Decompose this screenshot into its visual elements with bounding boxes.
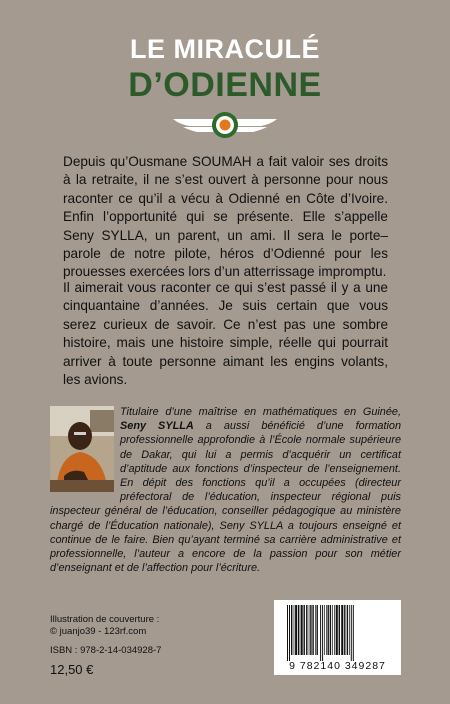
blurb-paragraph-2: Il aimerait vous raconter ce qui s’est passé il y a une cinquantaine d’années. Je suis certain que vous serez curieux de savoir. Ce n’est pas une sombre histoire, mais une histoire simple, réelle qui pourrait arriver à toute personne aimant les engins volants, les avions. <box>63 280 388 388</box>
author-name: Seny SYLLA <box>120 420 194 433</box>
winged-roundel-icon <box>169 110 281 140</box>
author-biography <box>50 405 401 575</box>
blurb-paragraph-1: Depuis qu’Ousmane SOUMAH a fait valoir ses droits à la retraite, il ne s’est ouvert à personne pour nous raconter ce qu’il a vécu à Odienné en Côte d’Ivoire. Enfin l’opportunité qui se présente. Elle s’appelle Seny SYLLA, un parent, un ami. Il sera le porte–parole de notre pilote, héros d’Odienné pour les prouesses exercées lors d’un atterrissage impromptu. <box>63 154 388 280</box>
barcode-panel <box>274 600 401 675</box>
illustration-label: Illustration de couverture : <box>50 614 160 625</box>
illustration-source: © juanjo39 - 123rf.com <box>50 626 147 637</box>
price: 12,50 € <box>50 662 94 677</box>
book-title-line2: D’ODIENNE <box>128 66 322 104</box>
bio-rest: a aussi bénéficié d’une formation professionnelle approfondie à l’École normale supérieure de Dakar, qui lui a permis d’acquérir un certificat d’aptitude aux fonctions d’inspecteur de l’enseignement. En dépit des fonctions qu’il a occupées (directeur préfectoral de l’éducation, inspecteur régional puis inspecteur général de l’éducation, conseiller pédagogique au ministère chargé de l’Éducation nationale), Seny SYLLA a toujours enseigné et continue de le faire. Bien qu’ayant terminé sa carrière administrative et professionnelle, l’auteur a encore de la passion pour son métier d’enseignant et de l’affection pour l’écriture. <box>50 420 402 575</box>
barcode-number: 9 782140 349287 <box>289 660 386 672</box>
book-title-line1: LE MIRACULÉ <box>130 34 320 64</box>
ean-barcode-icon <box>283 605 392 661</box>
isbn: ISBN : 978-2-14-034928-7 <box>50 645 162 656</box>
bio-intro: Titulaire d’une maîtrise en mathématiques en Guinée, <box>120 406 401 418</box>
illustration-credit <box>50 614 159 638</box>
